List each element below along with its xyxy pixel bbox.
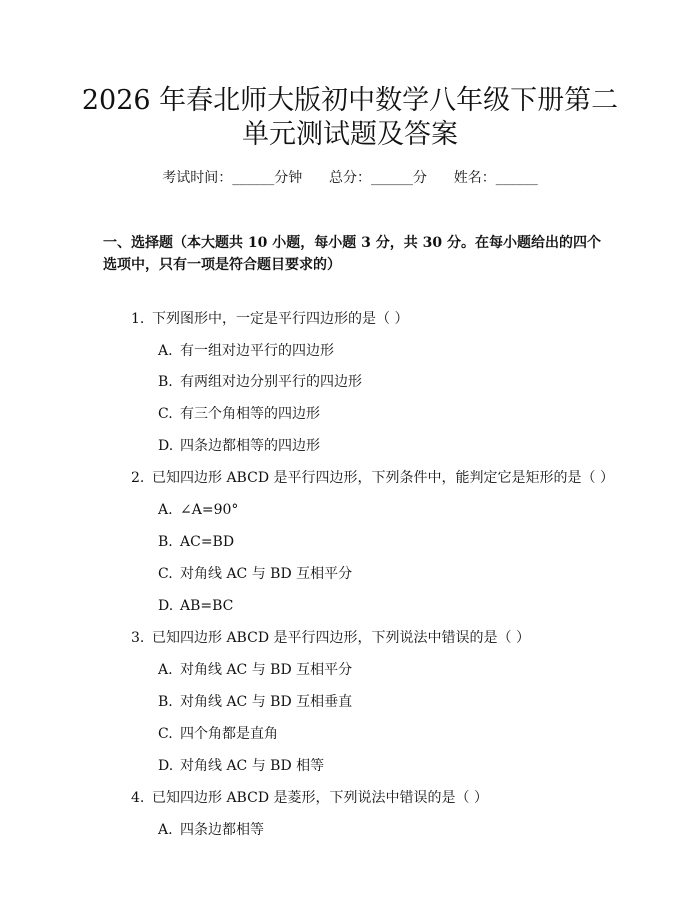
option-label: B.: [158, 694, 173, 710]
option-3c: [158, 724, 278, 744]
option-text: ∠A=90°: [180, 502, 239, 518]
option-label: A.: [158, 822, 173, 838]
option-3a: [158, 660, 352, 680]
option-label: A.: [158, 502, 173, 518]
option-4a: [158, 820, 264, 840]
question-1: [131, 309, 408, 329]
document-title-line-2: 单元测试题及答案: [242, 119, 458, 150]
option-3d: [158, 756, 324, 776]
option-label: B.: [158, 374, 173, 390]
option-text: 有两组对边分别平行的四边形: [180, 374, 362, 390]
question-text: 已知四边形 ABCD 是平行四边形，下列条件中，能判定它是矩形的是（ ）: [152, 470, 614, 486]
question-text: 已知四边形 ABCD 是平行四边形，下列说法中错误的是（ ）: [152, 630, 530, 646]
option-text: 四条边都相等的四边形: [180, 438, 320, 454]
question-text: 已知四边形 ABCD 是菱形，下列说法中错误的是（ ）: [152, 790, 488, 806]
option-text: AC=BD: [180, 534, 235, 550]
option-label: B.: [158, 534, 173, 550]
question-number: 4.: [131, 790, 145, 806]
option-text: 有一组对边平行的四边形: [180, 343, 334, 359]
question-number: 2.: [131, 470, 145, 486]
option-text: 四条边都相等: [180, 822, 264, 838]
question-3: [131, 628, 530, 648]
question-4: [131, 788, 488, 808]
option-2c: [158, 564, 352, 584]
question-number: 1.: [131, 311, 145, 327]
option-label: A.: [158, 662, 173, 678]
option-label: D.: [158, 758, 174, 774]
option-text: 对角线 AC 与 BD 互相垂直: [180, 694, 353, 710]
option-text: 四个角都是直角: [180, 726, 278, 742]
option-text: 对角线 AC 与 BD 相等: [180, 758, 325, 774]
question-2: [131, 468, 614, 488]
option-label: A.: [158, 343, 173, 359]
option-text: 对角线 AC 与 BD 互相平分: [180, 566, 353, 582]
option-text: 有三个角相等的四边形: [180, 406, 320, 422]
option-1a: [158, 341, 334, 361]
option-2d: [158, 596, 233, 616]
question-number: 3.: [131, 630, 145, 646]
option-label: D.: [158, 438, 174, 454]
option-3b: [158, 692, 352, 712]
option-1d: [158, 436, 320, 456]
section-heading: 一、选择题（本大题共 10 小题，每小题 3 分，共 30 分。在每小题给出的四个选项中，只有一项是符合题目要求的）: [103, 235, 601, 273]
option-text: AB=BC: [180, 598, 234, 614]
option-2a: [158, 500, 238, 520]
option-label: D.: [158, 598, 174, 614]
option-label: C.: [158, 566, 173, 582]
exam-info-line: 考试时间：______分钟 总分：______分 姓名：______: [162, 170, 538, 186]
option-text: 对角线 AC 与 BD 互相平分: [180, 662, 353, 678]
option-1c: [158, 404, 320, 424]
document-title-line-1: 2026 年春北师大版初中数学八年级下册第二: [81, 85, 619, 116]
question-text: 下列图形中，一定是平行四边形的是（ ）: [152, 311, 409, 327]
option-1b: [158, 372, 362, 392]
option-label: C.: [158, 726, 173, 742]
option-label: C.: [158, 406, 173, 422]
option-2b: [158, 532, 234, 552]
